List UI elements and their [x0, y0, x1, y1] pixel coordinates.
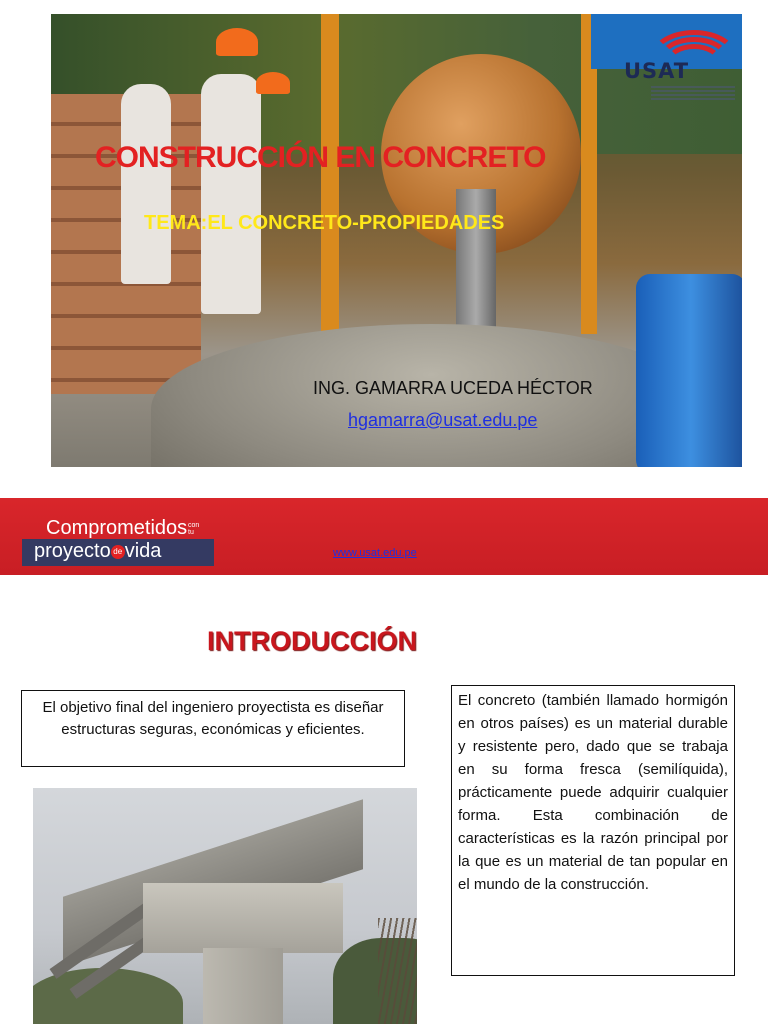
project-label	[34, 540, 161, 563]
section-heading: INTRODUCCIÓN	[207, 626, 417, 656]
photo-hard-hat	[216, 28, 258, 56]
slogan-text: Comprometidos	[46, 517, 188, 539]
logo-text: USAT	[624, 59, 690, 83]
photo-pier-cap	[143, 883, 343, 953]
project-word: proyecto	[34, 540, 111, 562]
life-word: vida	[124, 540, 162, 562]
photo-worker	[121, 84, 171, 284]
author-name: ING. GAMARRA UCEDA HÉCTOR	[313, 378, 593, 398]
website-link[interactable]: www.usat.edu.pe	[333, 547, 417, 559]
photo-worker	[201, 74, 261, 314]
photo-water-tank	[636, 274, 742, 467]
objective-textbox: El objetivo final del ingeniero proyectista es diseñar estructuras seguras, económicas y eficientes.	[21, 690, 405, 767]
author-email-link[interactable]: hgamarra@usat.edu.pe	[348, 410, 538, 430]
slogan-small-text	[188, 522, 199, 536]
photo-bridge-pier	[203, 948, 283, 1024]
slide-subtitle: TEMA:EL CONCRETO-PROPIEDADES	[144, 212, 505, 234]
usat-logo	[597, 24, 737, 114]
footer-banner	[0, 498, 768, 575]
slogan-con: con	[188, 522, 200, 529]
photo-hard-hat	[256, 72, 290, 94]
photo-mixer-frame	[321, 14, 339, 354]
de-badge-icon: de	[111, 545, 125, 559]
slide-title: CONSTRUCCIÓN EN CONCRETO	[95, 141, 546, 174]
slogan-tu: tu	[188, 529, 194, 536]
concrete-description-textbox: El concreto (también llamado hormigón en otros países) es un material durable y resistente pero, dado que se trabaja en su forma fresca (semilíquida), prácticamente puede adquirir cualquier forma. Esta combinación de características es la razón principal por la que es un material de tan popular en el mundo de la construcción.	[451, 685, 735, 976]
logo-subtext	[651, 86, 735, 100]
bridge-photo	[33, 788, 417, 1024]
photo-tree	[378, 918, 417, 1024]
